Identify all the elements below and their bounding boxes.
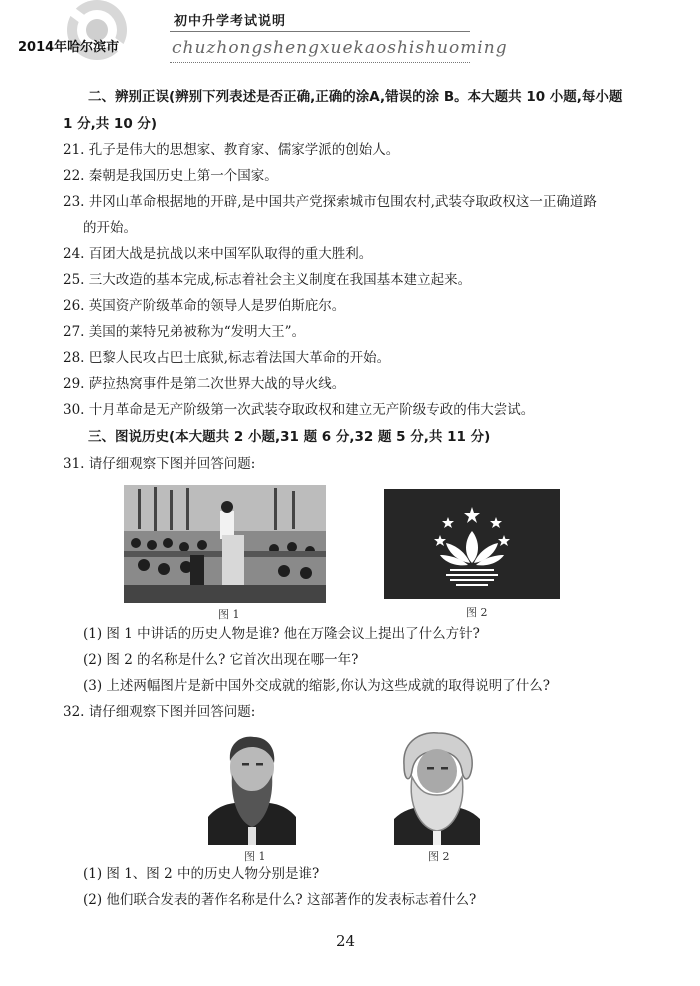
q31-fig2-caption: 图 2 — [466, 606, 488, 619]
question-30: 30. 十月革命是无产阶级第一次武装夺取政权和建立无产阶级专政的伟大尝试。 — [63, 402, 535, 418]
bandung-conference-photo — [124, 485, 326, 603]
question-25: 25. 三大改造的基本完成,标志着社会主义制度在我国基本建立起来。 — [63, 272, 472, 288]
header-year-city: 2014年哈尔滨市 — [18, 40, 120, 55]
section2-heading-cont: 1 分,共 10 分) — [63, 116, 158, 132]
question-27: 27. 美国的莱特兄弟被称为“发明大王”。 — [63, 324, 306, 340]
question-26: 26. 英国资产阶级革命的领导人是罗伯斯庇尔。 — [63, 298, 346, 314]
question-24: 24. 百团大战是抗战以来中国军队取得的重大胜利。 — [63, 246, 373, 262]
question-31-sub1: (1) 图 1 中讲话的历史人物是谁? 他在万隆会议上提出了什么方针? — [83, 626, 480, 642]
q32-fig1-caption: 图 1 — [244, 850, 266, 863]
question-31-sub2: (2) 图 2 的名称是什么? 它首次出现在哪一年? — [83, 652, 359, 668]
header-divider — [170, 31, 470, 32]
question-31-sub3: (3) 上述两幅图片是新中国外交成就的缩影,你认为这些成就的取得说明了什么? — [83, 678, 550, 694]
question-23-cont: 的开始。 — [83, 220, 137, 236]
question-28: 28. 巴黎人民攻占巴士底狱,标志着法国大革命的开始。 — [63, 350, 391, 366]
question-23: 23. 井冈山革命根据地的开辟,是中国共产党探索城市包围农村,武装夺取政权这一正确道路 — [63, 194, 597, 210]
header-title: 初中升学考试说明 — [174, 14, 287, 29]
section2-heading: 二、辨别正误(辨别下列表述是否正确,正确的涂A,错误的涂 B。本大题共 10 小题,每小题 — [88, 89, 623, 105]
macau-flag-image — [384, 489, 560, 599]
question-22: 22. 秦朝是我国历史上第一个国家。 — [63, 168, 278, 184]
marx-portrait-image — [394, 731, 480, 845]
question-32-sub1: (1) 图 1、图 2 中的历史人物分别是谁? — [83, 866, 320, 882]
engels-portrait-image — [208, 731, 296, 845]
q31-fig1-caption: 图 1 — [218, 608, 240, 621]
question-31-prompt: 31. 请仔细观察下图并回答问题: — [63, 456, 256, 472]
question-29: 29. 萨拉热窝事件是第二次世界大战的导火线。 — [63, 376, 346, 392]
header-dotted-divider — [170, 62, 470, 63]
section3-heading: 三、图说历史(本大题共 2 小题,31 题 6 分,32 题 5 分,共 11 分) — [88, 429, 491, 445]
question-32-prompt: 32. 请仔细观察下图并回答问题: — [63, 704, 256, 720]
q32-fig2-caption: 图 2 — [428, 850, 450, 863]
question-21: 21. 孔子是伟大的思想家、教育家、儒家学派的创始人。 — [63, 142, 400, 158]
page-number: 24 — [336, 932, 356, 950]
header-pinyin: chuzhongshengxuekaoshishuoming — [172, 38, 508, 58]
question-32-sub2: (2) 他们联合发表的著作名称是什么? 这部著作的发表标志着什么? — [83, 892, 477, 908]
